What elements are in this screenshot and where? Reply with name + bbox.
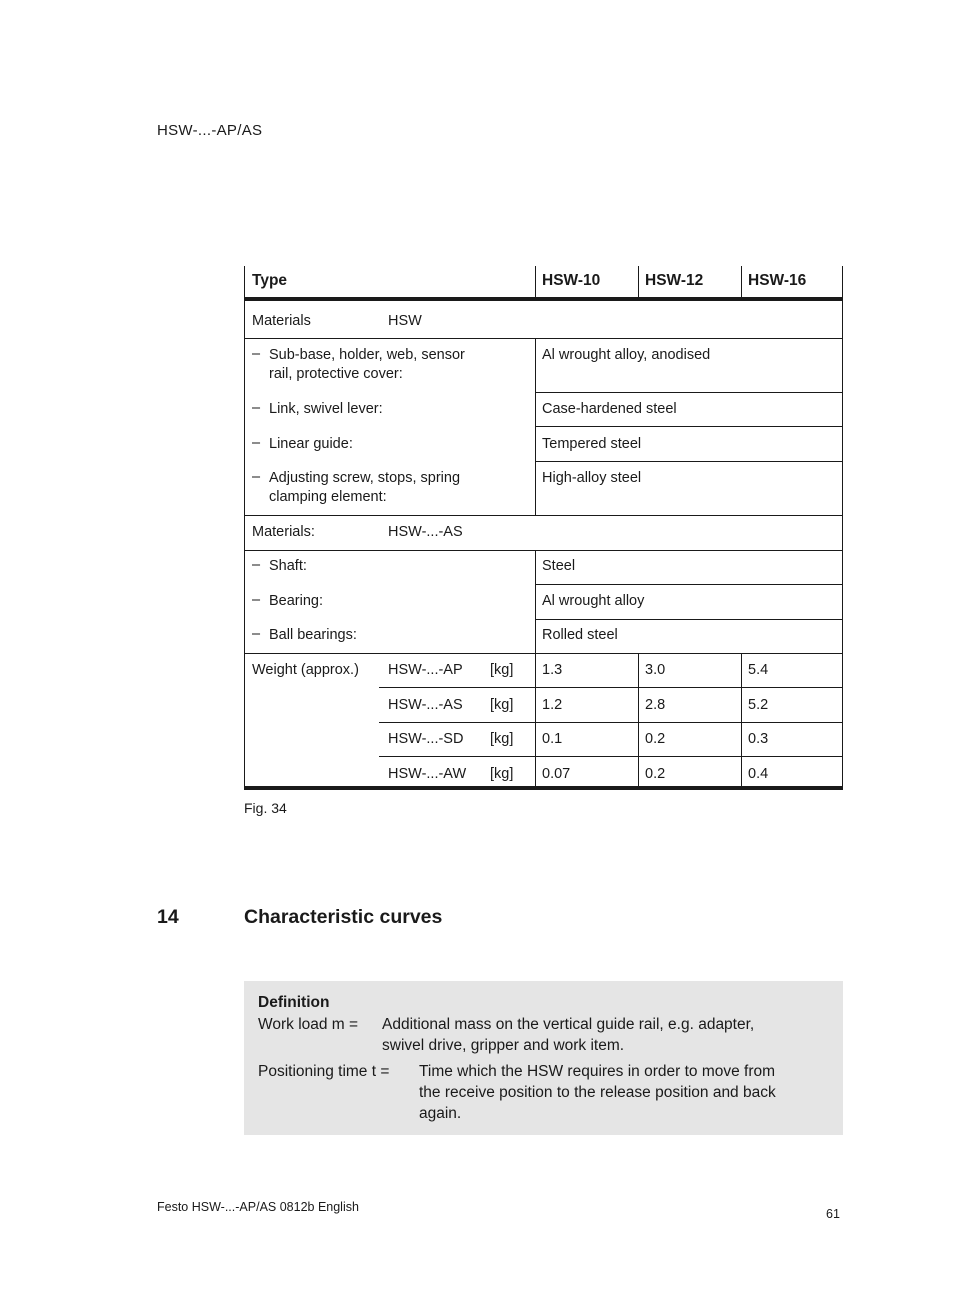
weight-value: 5.4 [748,662,769,678]
material-value: Tempered steel [542,436,642,452]
weight-value: 0.4 [748,766,769,782]
weight-variant: HSW-...-SD [388,731,464,747]
specification-table [244,266,843,790]
definition-text: Additional mass on the vertical guide rail, e.g. adapter, [382,1016,755,1033]
weight-value: 0.2 [645,766,666,782]
material-value: Rolled steel [542,627,618,643]
material-value: Case-hardened steel [542,401,677,417]
col-divider [638,266,639,300]
definition-text: again. [419,1105,462,1122]
weight-unit: [kg] [490,731,514,747]
weight-value: 5.2 [748,697,769,713]
page-number: 61 [826,1207,840,1221]
material-part-label: clamping element: [269,489,387,505]
list-dash: – [252,557,261,573]
row-divider [535,584,843,585]
section-title: Characteristic curves [244,906,443,928]
material-part-label: Link, swivel lever: [269,401,383,417]
weight-value: 0.07 [542,766,571,782]
definition-term: Positioning time t = [258,1063,390,1080]
row-divider [244,653,843,654]
materials-label: Materials [252,313,311,329]
weight-value: 3.0 [645,662,666,678]
header-hsw-16: HSW-16 [748,272,807,289]
header-hsw-10: HSW-10 [542,272,601,289]
row-divider [535,392,843,393]
materials-variant: HSW-...-AS [388,524,463,540]
list-dash: – [252,346,261,362]
footer-document-id: Festo HSW-...-AP/AS 0812b English [157,1200,359,1214]
weight-value: 0.2 [645,731,666,747]
row-divider [244,338,843,339]
material-value: Al wrought alloy [542,593,645,609]
table-border-right [842,266,843,790]
weight-value: 0.3 [748,731,769,747]
material-part-label: Bearing: [269,593,324,609]
definition-box [244,981,843,1135]
weight-unit: [kg] [490,662,514,678]
table-bottom-rule [244,786,843,790]
header-type: Type [252,272,288,289]
material-part-label: Sub-base, holder, web, sensor [269,347,465,363]
row-divider [244,515,843,516]
weight-variant: HSW-...-AW [388,766,467,782]
col-divider [535,266,536,300]
section-number: 14 [157,906,179,928]
definition-text: swivel drive, gripper and work item. [382,1037,625,1054]
list-dash: – [252,592,261,608]
weight-value: 1.2 [542,697,563,713]
material-value: Al wrought alloy, anodised [542,347,711,363]
materials-label: Materials: [252,524,315,540]
table-border-left [244,266,245,790]
figure-caption: Fig. 34 [244,800,287,816]
row-divider [379,756,843,757]
running-header: HSW-...-AP/AS [157,122,263,139]
col-divider [741,266,742,300]
material-part-label: Adjusting screw, stops, spring [269,470,461,486]
row-divider [535,619,843,620]
row-divider [244,550,843,551]
weight-variant: HSW-...-AP [388,662,463,678]
materials-variant: HSW [388,313,422,329]
weight-label: Weight (approx.) [252,662,359,678]
material-value: Steel [542,558,576,574]
material-part-label: rail, protective cover: [269,366,403,382]
header-hsw-12: HSW-12 [645,272,704,289]
material-part-label: Linear guide: [269,436,353,452]
list-dash: – [252,400,261,416]
material-value: High-alloy steel [542,470,642,486]
material-part-label: Ball bearings: [269,627,357,643]
weight-value: 1.3 [542,662,563,678]
material-part-label: Shaft: [269,558,307,574]
col-divider [535,338,536,516]
row-divider [379,687,843,688]
col-divider [535,550,536,790]
definition-text: the receive position to the release position and back [419,1084,776,1101]
weight-variant: HSW-...-AS [388,697,463,713]
definition-text: Time which the HSW requires in order to move from [419,1063,776,1080]
row-divider [379,722,843,723]
weight-unit: [kg] [490,697,514,713]
definition-heading: Definition [258,994,330,1011]
weight-unit: [kg] [490,766,514,782]
list-dash: – [252,626,261,642]
row-divider [535,461,843,462]
list-dash: – [252,469,261,485]
header-rule [244,297,843,301]
weight-value: 0.1 [542,731,563,747]
row-divider [535,426,843,427]
weight-value: 2.8 [645,697,666,713]
list-dash: – [252,435,261,451]
definition-term: Work load m = [258,1016,359,1033]
